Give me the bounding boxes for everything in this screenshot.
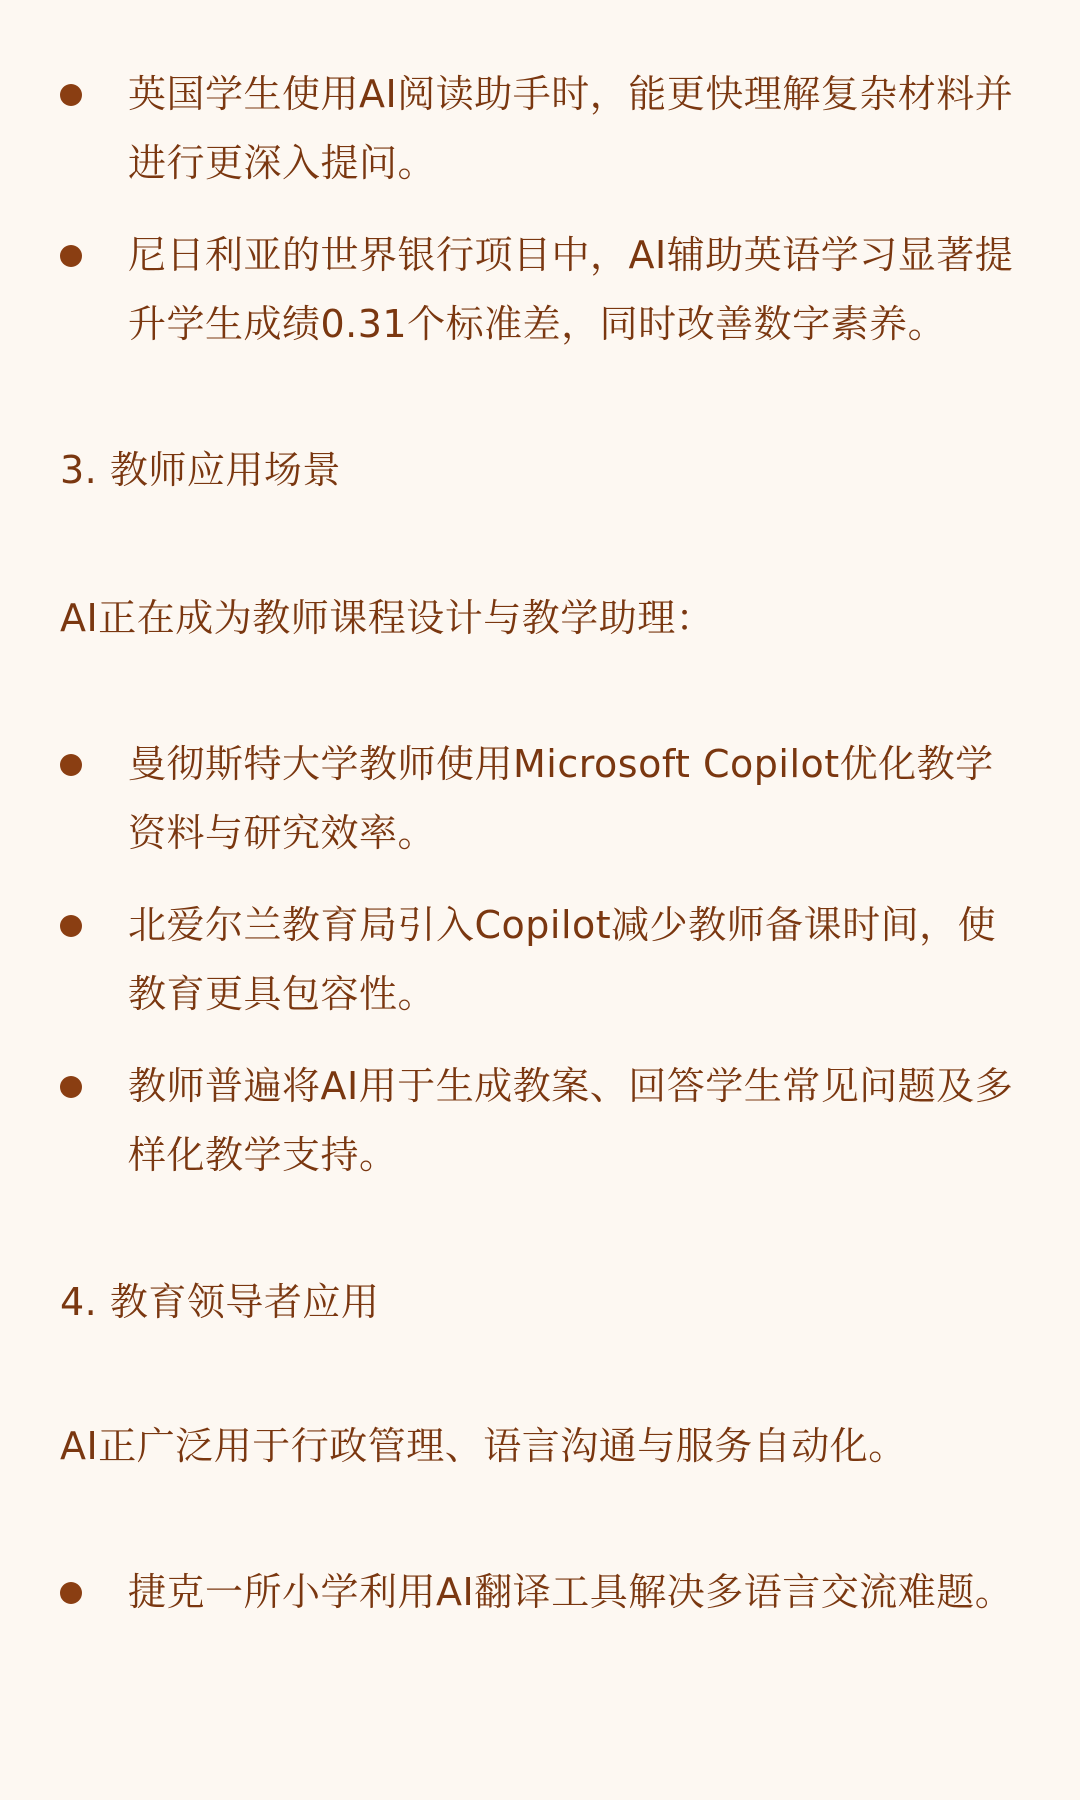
student-examples-list — [60, 60, 1020, 359]
list-item-text: 尼日利亚的世界银行项目中，AI辅助英语学习显著提升学生成绩0.31个标准差，同时改善数字素养。 — [128, 233, 1014, 346]
list-item — [60, 1558, 1020, 1627]
section-heading-teachers: 3. 教师应用场景 — [60, 448, 341, 492]
teacher-examples-list — [60, 730, 1020, 1190]
bullet-dot-icon — [60, 245, 82, 267]
list-item-text: 北爱尔兰教育局引入Copilot减少教师备课时间，使教育更具包容性。 — [128, 903, 997, 1016]
list-item-text: 教师普遍将AI用于生成教案、回答学生常见问题及多样化教学支持。 — [128, 1064, 1014, 1177]
section-intro-leaders: AI正广泛用于行政管理、语言沟通与服务自动化。 — [60, 1424, 907, 1468]
list-item — [60, 891, 1020, 1029]
list-item-text: 英国学生使用AI阅读助手时，能更快理解复杂材料并进行更深入提问。 — [128, 72, 1014, 185]
list-item — [60, 221, 1020, 359]
section-heading-leaders: 4. 教育领导者应用 — [60, 1280, 380, 1324]
list-item — [60, 730, 1020, 868]
list-item — [60, 1052, 1020, 1190]
section-intro-teachers: AI正在成为教师课程设计与教学助理： — [60, 596, 715, 640]
bullet-dot-icon — [60, 1076, 82, 1098]
bullet-dot-icon — [60, 915, 82, 937]
bullet-dot-icon — [60, 84, 82, 106]
leader-examples-list — [60, 1558, 1020, 1627]
list-item-text: 曼彻斯特大学教师使用Microsoft Copilot优化教学资料与研究效率。 — [128, 742, 994, 855]
list-item-text: 捷克一所小学利用AI翻译工具解决多语言交流难题。 — [128, 1570, 1014, 1614]
bullet-dot-icon — [60, 1582, 82, 1604]
bullet-dot-icon — [60, 754, 82, 776]
list-item — [60, 60, 1020, 198]
